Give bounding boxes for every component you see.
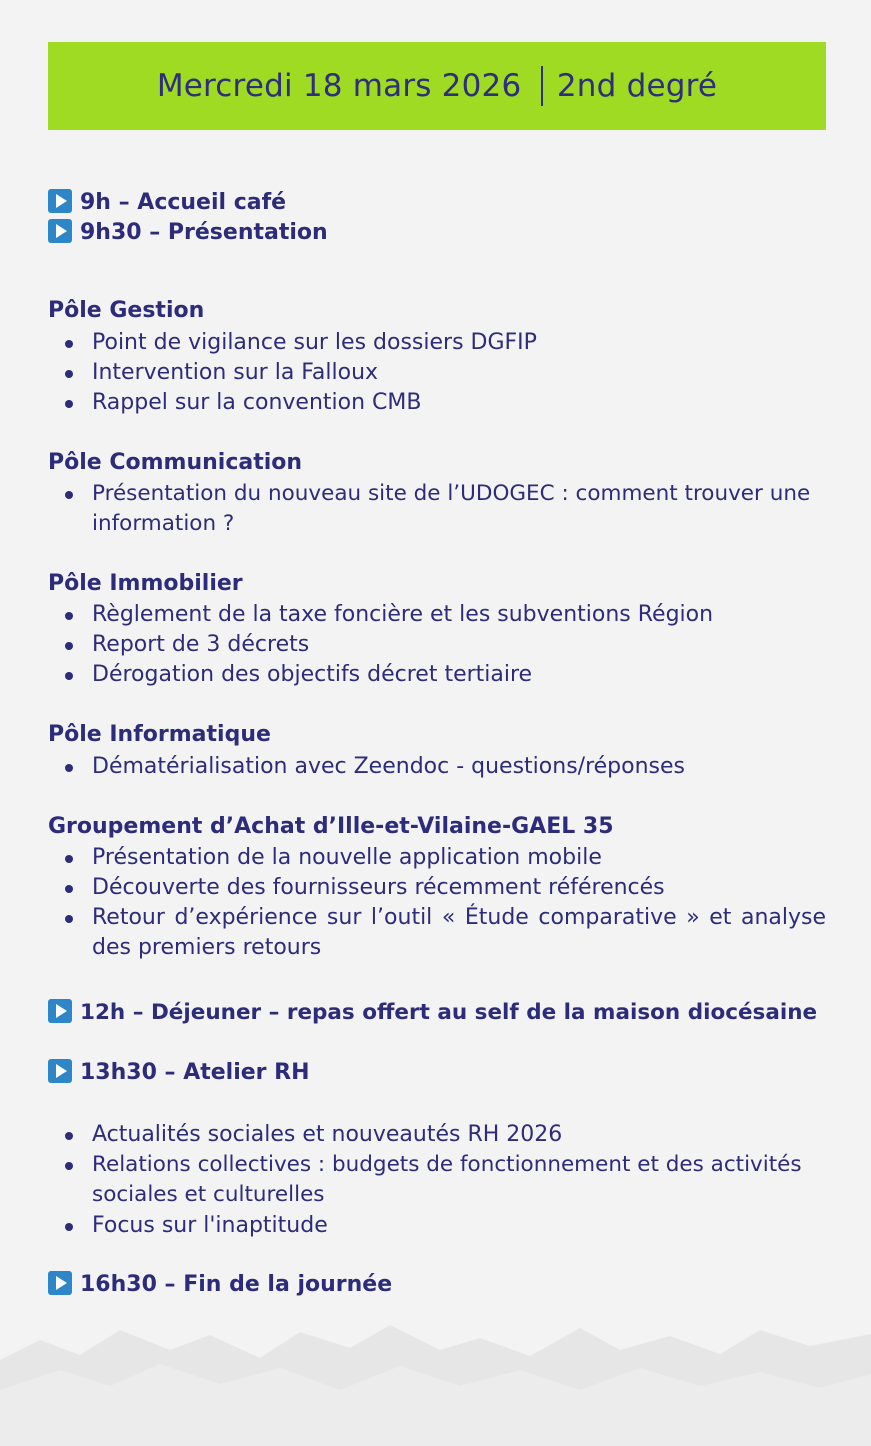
- section-title-gestion: Pôle Gestion: [48, 298, 205, 323]
- list-item: Présentation de la nouvelle application mobile: [92, 843, 826, 873]
- play-icon: [48, 1059, 72, 1083]
- list-item: Dématérialisation avec Zeendoc - questions/réponses: [92, 752, 826, 782]
- list-item: Point de vigilance sur les dossiers DGFIP: [92, 328, 826, 358]
- agenda-entry-welcome: 9h – Accueil café: [48, 188, 848, 218]
- play-icon: [48, 999, 72, 1023]
- list-item: Focus sur l'inaptitude: [92, 1211, 826, 1241]
- play-icon: [48, 189, 72, 213]
- list-item: Rappel sur la convention CMB: [92, 388, 826, 418]
- list-item: Dérogation des objectifs décret tertiaire: [92, 660, 826, 690]
- agenda-entry-end: 16h30 – Fin de la journée: [48, 1270, 848, 1300]
- list-item: Report de 3 décrets: [92, 630, 826, 660]
- agenda-entry-workshop: 13h30 – Atelier RH: [48, 1058, 848, 1088]
- banner-separator: [541, 66, 543, 106]
- agenda-entry-presentation: 9h30 – Présentation: [48, 218, 848, 248]
- list-item: Règlement de la taxe foncière et les subventions Région: [92, 600, 826, 630]
- play-icon: [48, 219, 72, 243]
- list-item: Retour d’expérience sur l’outil « Étude comparative » et analyse des premiers retours: [92, 903, 826, 963]
- section-title-immobilier: Pôle Immobilier: [48, 571, 243, 596]
- list-item: Découverte des fournisseurs récemment référencés: [92, 873, 826, 903]
- torn-paper-texture: [0, 1320, 871, 1446]
- list-item: Présentation du nouveau site de l’UDOGEC : comment trouver une information ?: [92, 479, 826, 539]
- agenda-entry-lunch: 12h – Déjeuner – repas offert au self de la maison diocésaine: [48, 998, 848, 1028]
- list-item: Actualités sociales et nouveautés RH 2026: [92, 1120, 826, 1150]
- banner-level: 2nd degré: [556, 68, 718, 104]
- date-banner: [48, 42, 826, 130]
- list-item: Intervention sur la Falloux: [92, 358, 826, 388]
- play-icon: [48, 1271, 72, 1295]
- section-title-informatique: Pôle Informatique: [48, 722, 271, 747]
- list-item: Relations collectives : budgets de fonctionnement et des activités sociales et culturelles: [92, 1150, 826, 1210]
- section-title-communication: Pôle Communication: [48, 450, 303, 475]
- banner-date: Mercredi 18 mars 2026: [156, 68, 522, 104]
- section-title-gael: Groupement d’Achat d’Ille-et-Vilaine-GAEL 35: [48, 814, 614, 839]
